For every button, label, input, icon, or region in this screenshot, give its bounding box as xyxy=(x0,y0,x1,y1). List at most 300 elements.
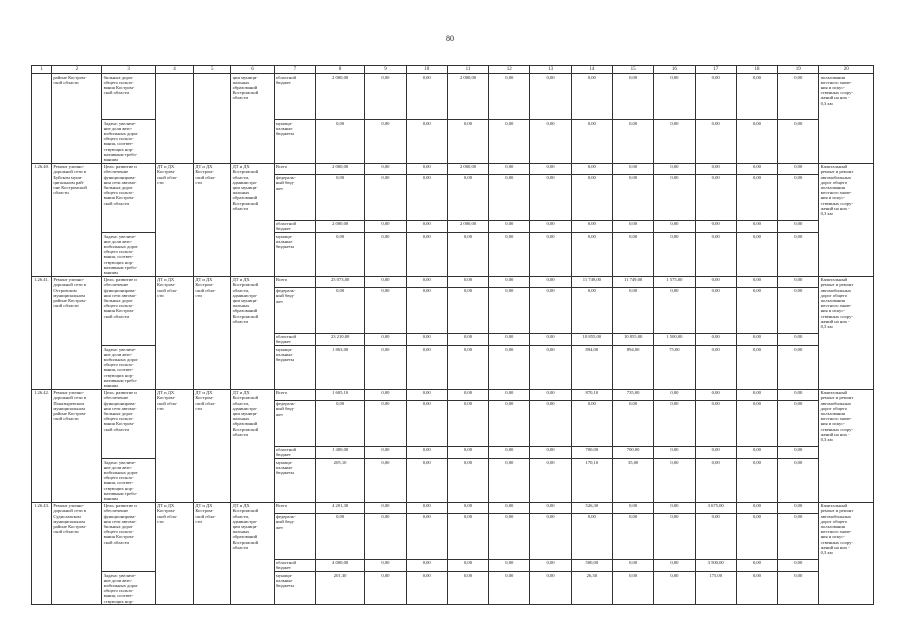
funding-value: 0,00 xyxy=(447,446,488,458)
funding-value: 0,00 xyxy=(365,220,406,232)
funding-value: 0,00 xyxy=(530,220,571,232)
table-row xyxy=(32,276,874,287)
funding-value: 2 000,00 xyxy=(315,74,364,120)
funding-value: 0,00 xyxy=(654,220,695,232)
funding-source: федераль- ный бюд- жет xyxy=(274,287,315,333)
funding-value: 700,00 xyxy=(571,446,612,458)
funding-value: 0,00 xyxy=(778,346,819,390)
item-number: 1.26.40. xyxy=(32,163,52,276)
funding-value: 526,30 xyxy=(571,502,612,513)
funding-value: 0,00 xyxy=(736,276,777,287)
funding-value: 11 749,00 xyxy=(571,276,612,287)
funding-value: 0,00 xyxy=(736,333,777,345)
co-executor xyxy=(194,74,231,164)
funding-value: 0,00 xyxy=(612,120,653,164)
item-number: 1.26.42. xyxy=(32,389,52,502)
funding-value: 4 000,00 xyxy=(315,559,364,571)
funding-value: 0,00 xyxy=(489,287,530,333)
funding-value: 0,00 xyxy=(654,513,695,559)
funding-value: 0,00 xyxy=(447,513,488,559)
expected-result: пользования местного значе- ния и искус- ственных соору- жений на них - 0,3 км xyxy=(819,74,874,164)
measure-name: Ремонт улично- дорожной сети в Буйском муни- ципальном рай- оне Костромской области xyxy=(52,163,102,276)
funding-value: 0,00 xyxy=(447,346,488,390)
funding-value: 0,00 xyxy=(612,233,653,277)
funds-recipient: ции муници- пальных образований Костромской области xyxy=(231,74,274,164)
funding-value: 0,00 xyxy=(612,502,653,513)
funding-value: 0,00 xyxy=(695,389,736,400)
funding-value: 0,00 xyxy=(406,502,447,513)
funding-source: муници- пальные бюджеты xyxy=(274,346,315,390)
funding-value: 0,00 xyxy=(778,459,819,503)
funding-value: 0,00 xyxy=(612,513,653,559)
funding-value: 0,00 xyxy=(530,74,571,120)
funding-value: 0,00 xyxy=(736,287,777,333)
funding-value: 0,00 xyxy=(315,400,364,446)
funding-source: областной бюджет xyxy=(274,220,315,232)
funding-source: Всего xyxy=(274,163,315,174)
funding-value: 0,00 xyxy=(447,287,488,333)
funding-value: 2 000,00 xyxy=(447,163,488,174)
funding-value: 2 000,00 xyxy=(447,220,488,232)
expected-result: Капитальный ремонт и ремонт автомобильных дорог общего пользования местного значе- ния и искус- ственных соору- жений на них - 0,3 км xyxy=(819,502,874,605)
funding-value: 0,00 xyxy=(778,333,819,345)
funding-value: 0,00 xyxy=(365,346,406,390)
column-number: 5 xyxy=(194,66,231,74)
measure-task: Задача: увеличе- ние доли авто- мобильных дорог общего пользо- вания, соответ- ствующих нор- мативным требо- ваниям xyxy=(102,346,155,390)
item-number: 1.26.43. xyxy=(32,502,52,605)
funding-value: 500,00 xyxy=(571,559,612,571)
funding-value: 205,10 xyxy=(315,459,364,503)
funding-value: 0,00 xyxy=(530,513,571,559)
funding-value: 0,00 xyxy=(654,163,695,174)
table-row xyxy=(32,74,874,120)
funding-value: 0,00 xyxy=(530,559,571,571)
funding-value: 0,00 xyxy=(654,400,695,446)
funding-value: 0,00 xyxy=(778,220,819,232)
funding-value: 4 201,30 xyxy=(315,502,364,513)
funding-value: 0,00 xyxy=(406,459,447,503)
funding-value: 0,00 xyxy=(489,333,530,345)
funding-value: 0,00 xyxy=(406,400,447,446)
funding-source: областной бюджет xyxy=(274,559,315,571)
funding-value: 0,00 xyxy=(489,572,530,605)
funding-value: 0,00 xyxy=(406,287,447,333)
funding-value: 170,10 xyxy=(571,459,612,503)
funding-source: муници- пальные бюджеты xyxy=(274,233,315,277)
funding-value: 0,00 xyxy=(736,233,777,277)
funding-value: 0,00 xyxy=(406,333,447,345)
funding-value: 0,00 xyxy=(695,287,736,333)
measure-goal: Цель: развитие и обеспечение функционирова- ния сети автомо- бильных дорог общего пользо- вания Костром- ской области xyxy=(102,389,155,458)
funding-value: 2 000,00 xyxy=(315,220,364,232)
funding-value: 735,00 xyxy=(612,389,653,400)
column-number: 7 xyxy=(274,66,315,74)
funding-value: 0,00 xyxy=(695,174,736,220)
funding-value: 0,00 xyxy=(571,220,612,232)
funding-value: 201,30 xyxy=(315,572,364,605)
funding-value: 0,00 xyxy=(406,446,447,458)
funding-value: 0,00 xyxy=(654,74,695,120)
funding-value: 0,00 xyxy=(612,287,653,333)
funding-value: 700,00 xyxy=(612,446,653,458)
funding-value: 26,30 xyxy=(571,572,612,605)
funding-value: 0,00 xyxy=(736,513,777,559)
responsible-executor xyxy=(155,74,193,164)
funding-value: 0,00 xyxy=(406,276,447,287)
measure-task: Задача: увеличе- ние доли авто- мобильных дорог общего пользо- вания, соответ- ствующих нор- xyxy=(102,572,155,605)
funding-value: 0,00 xyxy=(778,287,819,333)
funding-value: 0,00 xyxy=(612,174,653,220)
funding-value: 0,00 xyxy=(736,572,777,605)
funding-value: 11 749,00 xyxy=(612,276,653,287)
column-number: 12 xyxy=(489,66,530,74)
funding-value: 0,00 xyxy=(654,559,695,571)
measure-name: Ремонт улично- дорожной сети в Поназыревском муниципальном районе Костром- ской области xyxy=(52,389,102,502)
funding-value: 0,00 xyxy=(778,233,819,277)
funding-value: 0,00 xyxy=(571,233,612,277)
funding-value: 0,00 xyxy=(447,559,488,571)
column-number: 13 xyxy=(530,66,571,74)
funding-value: 0,00 xyxy=(489,389,530,400)
funding-value: 0,00 xyxy=(447,120,488,164)
item-number: 1.26.41. xyxy=(32,276,52,389)
column-number: 16 xyxy=(654,66,695,74)
funding-value: 0,00 xyxy=(612,163,653,174)
funding-value: 0,00 xyxy=(695,333,736,345)
funding-value: 0,00 xyxy=(530,174,571,220)
funding-value: 0,00 xyxy=(778,446,819,458)
funding-value: 0,00 xyxy=(365,559,406,571)
responsible-executor: ДТ и ДХ Костром- ской обла- сти xyxy=(155,163,193,276)
funding-value: 0,00 xyxy=(695,233,736,277)
funds-recipient: ДТ и ДХ Костромской области, администра- ции муници- пальных образований Костромской области xyxy=(231,389,274,502)
funding-value: 0,00 xyxy=(489,502,530,513)
funding-value: 0,00 xyxy=(571,120,612,164)
funding-value: 1 863,00 xyxy=(315,346,364,390)
funding-value: 25 073,00 xyxy=(315,276,364,287)
funding-value: 0,00 xyxy=(612,220,653,232)
funding-source: федераль- ный бюд- жет xyxy=(274,513,315,559)
column-number: 14 xyxy=(571,66,612,74)
funding-value: 0,00 xyxy=(695,74,736,120)
funding-source: областной бюджет xyxy=(274,446,315,458)
funding-value: 0,00 xyxy=(447,233,488,277)
funding-value: 0,00 xyxy=(654,389,695,400)
co-executor: ДТ и ДХ Костром- ской обла- сти xyxy=(194,502,231,605)
funding-value: 0,00 xyxy=(736,400,777,446)
funding-source: федераль- ный бюд- жет xyxy=(274,400,315,446)
funding-value: 0,00 xyxy=(315,174,364,220)
funding-value: 0,00 xyxy=(736,174,777,220)
table-row xyxy=(32,389,874,400)
funding-value: 0,00 xyxy=(571,400,612,446)
funding-value: 0,00 xyxy=(530,333,571,345)
funding-value: 0,00 xyxy=(489,74,530,120)
funding-value: 0,00 xyxy=(571,287,612,333)
funding-value: 0,00 xyxy=(571,74,612,120)
funding-value: 0,00 xyxy=(736,446,777,458)
funding-source: областной бюджет xyxy=(274,333,315,345)
funding-source: областной бюджет xyxy=(274,74,315,120)
funding-value: 0,00 xyxy=(736,163,777,174)
funding-value: 0,00 xyxy=(654,502,695,513)
measure-task: Задача: увеличе- ние доли авто- мобильных дорог общего пользо- вания, соответ- ствующих нор- мативным требо- ваниям xyxy=(102,120,155,164)
funding-value: 0,00 xyxy=(778,276,819,287)
funding-value: 870,10 xyxy=(571,389,612,400)
funding-value: 0,00 xyxy=(695,446,736,458)
funding-value: 0,00 xyxy=(654,287,695,333)
funding-value: 0,00 xyxy=(489,276,530,287)
funding-value: 0,00 xyxy=(406,559,447,571)
funding-value: 0,00 xyxy=(571,174,612,220)
column-number: 4 xyxy=(155,66,193,74)
funding-value: 0,00 xyxy=(447,174,488,220)
funding-value: 0,00 xyxy=(736,120,777,164)
funding-value: 0,00 xyxy=(489,233,530,277)
funding-value: 0,00 xyxy=(530,120,571,164)
column-number: 17 xyxy=(695,66,736,74)
funding-value: 0,00 xyxy=(489,400,530,446)
funding-value: 0,00 xyxy=(406,572,447,605)
column-number: 2 xyxy=(52,66,102,74)
co-executor: ДТ и ДХ Костром- ской обла- сти xyxy=(194,276,231,389)
measure-goal: Цель: развитие и обеспечение функционирова- ния сети автомо- бильных дорог общего пользо- вания Костром- ской области xyxy=(102,163,155,232)
funding-value: 0,00 xyxy=(365,400,406,446)
funding-value: 0,00 xyxy=(612,572,653,605)
funding-value: 0,00 xyxy=(447,502,488,513)
expected-result: Капитальный ремонт и ремонт автомобильных дорог общего пользования местного значе- ния и искус- ственных соору- жений на них - 0,3 км xyxy=(819,389,874,502)
funding-value: 0,00 xyxy=(365,513,406,559)
funding-value: 0,00 xyxy=(530,287,571,333)
funding-value: 2 000,00 xyxy=(447,74,488,120)
column-number: 9 xyxy=(365,66,406,74)
funding-value: 0,00 xyxy=(736,389,777,400)
measure-goal: Цель: развитие и обеспечение функционирова- ния сети автомо- бильных дорог общего пользо- вания Костром- ской области xyxy=(102,502,155,571)
funding-value: 0,00 xyxy=(406,513,447,559)
funding-value: 0,00 xyxy=(695,163,736,174)
funding-value: 3 675,00 xyxy=(695,502,736,513)
funding-value: 0,00 xyxy=(736,502,777,513)
funding-value: 0,00 xyxy=(365,174,406,220)
co-executor: ДТ и ДХ Костром- ской обла- сти xyxy=(194,389,231,502)
funding-value: 0,00 xyxy=(530,163,571,174)
funding-value: 0,00 xyxy=(778,389,819,400)
funding-value: 0,00 xyxy=(778,163,819,174)
funding-source: Всего xyxy=(274,502,315,513)
funding-value: 0,00 xyxy=(654,174,695,220)
responsible-executor: ДТ и ДХ Костром- ской обла- сти xyxy=(155,389,193,502)
funding-value: 0,00 xyxy=(736,559,777,571)
funding-value: 0,00 xyxy=(447,276,488,287)
funding-source: федераль- ный бюд- жет xyxy=(274,174,315,220)
measure-task: Задача: увеличе- ние доли авто- мобильных дорог общего пользо- вания, соответ- ствующих нор- мативным требо- ваниям xyxy=(102,233,155,277)
funding-value: 0,00 xyxy=(365,459,406,503)
measure-goal: Цель: развитие и обеспечение функционирова- ния сети автомо- бильных дорог общего пользо- вания Костром- ской области xyxy=(102,276,155,345)
column-number: 6 xyxy=(231,66,274,74)
column-number: 11 xyxy=(447,66,488,74)
funding-value: 0,00 xyxy=(315,233,364,277)
funding-value: 0,00 xyxy=(778,513,819,559)
measure-goal: бильных дорог общего пользо- вания Костром- ской области xyxy=(102,74,155,120)
funding-value: 0,00 xyxy=(736,220,777,232)
responsible-executor: ДТ и ДХ Костром- ской обла- сти xyxy=(155,276,193,389)
column-number: 3 xyxy=(102,66,155,74)
funding-value: 1 400,00 xyxy=(315,446,364,458)
column-number: 20 xyxy=(819,66,874,74)
funding-value: 0,00 xyxy=(695,400,736,446)
funding-value: 0,00 xyxy=(365,287,406,333)
measure-name: Ремонт улично- дорожной сети в Островском муниципальном районе Костром- ской области xyxy=(52,276,102,389)
expected-result: Капитальный ремонт и ремонт автомобильных дорог общего пользования местного значе- ния и искус- ственных соору- жений на них - 0,3 км xyxy=(819,276,874,389)
co-executor: ДТ и ДХ Костром- ской обла- сти xyxy=(194,163,231,276)
funding-source: Всего xyxy=(274,389,315,400)
funding-value: 894,00 xyxy=(612,346,653,390)
funding-value: 0,00 xyxy=(365,333,406,345)
funding-value: 0,00 xyxy=(778,559,819,571)
column-number: 1 xyxy=(32,66,52,74)
funding-value: 0,00 xyxy=(447,389,488,400)
funding-source: муници- пальные бюджеты xyxy=(274,572,315,605)
funding-value: 0,00 xyxy=(489,513,530,559)
funding-value: 0,00 xyxy=(365,276,406,287)
funding-value: 0,00 xyxy=(447,333,488,345)
column-number: 19 xyxy=(778,66,819,74)
page-number: 80 xyxy=(446,34,454,43)
measure-name: районе Костром- ской области xyxy=(52,74,102,164)
funding-value: 0,00 xyxy=(695,459,736,503)
funding-value: 0,00 xyxy=(447,572,488,605)
measure-name: Ремонт улично- дорожной сети в Судиславском муниципальном районе Костром- ской области xyxy=(52,502,102,605)
funding-value: 75,00 xyxy=(654,346,695,390)
funding-value: 0,00 xyxy=(736,459,777,503)
funding-value: 0,00 xyxy=(489,174,530,220)
funding-value: 0,00 xyxy=(612,74,653,120)
funding-value: 0,00 xyxy=(315,513,364,559)
funding-value: 0,00 xyxy=(406,74,447,120)
funding-source: Всего xyxy=(274,276,315,287)
funding-value: 1 575,00 xyxy=(654,276,695,287)
funding-value: 0,00 xyxy=(654,459,695,503)
funding-value: 3 500,00 xyxy=(695,559,736,571)
funding-value: 0,00 xyxy=(365,74,406,120)
funding-value: 0,00 xyxy=(778,174,819,220)
funding-value: 175,00 xyxy=(695,572,736,605)
funding-value: 0,00 xyxy=(530,502,571,513)
funding-value: 0,00 xyxy=(778,74,819,120)
funding-value: 1 605,10 xyxy=(315,389,364,400)
column-number: 15 xyxy=(612,66,653,74)
funding-value: 0,00 xyxy=(778,400,819,446)
funding-source: муници- пальные бюджеты xyxy=(274,459,315,503)
responsible-executor: ДТ и ДХ Костром- ской обла- сти xyxy=(155,502,193,605)
funding-source: муници- пальные бюджеты xyxy=(274,120,315,164)
funds-recipient: ДТ и ДХ Костромской области, администра- ции муници- пальных образований Костромской области xyxy=(231,502,274,605)
funding-value: 0,00 xyxy=(406,389,447,400)
funding-value: 0,00 xyxy=(315,287,364,333)
funding-value: 0,00 xyxy=(365,446,406,458)
funding-value: 0,00 xyxy=(406,174,447,220)
measure-task: Задача: увеличе- ние доли авто- мобильных дорог общего пользо- вания, соответ- ствующих нор- мативным требо- ваниям xyxy=(102,459,155,503)
funding-value: 0,00 xyxy=(654,446,695,458)
funding-value: 0,00 xyxy=(489,559,530,571)
funding-value: 0,00 xyxy=(778,572,819,605)
funding-value: 23 210,00 xyxy=(315,333,364,345)
column-number: 8 xyxy=(315,66,364,74)
funding-value: 0,00 xyxy=(365,120,406,164)
funding-value: 0,00 xyxy=(654,233,695,277)
funding-value: 0,00 xyxy=(489,346,530,390)
funding-value: 0,00 xyxy=(530,400,571,446)
funding-value: 0,00 xyxy=(736,346,777,390)
table-row xyxy=(32,502,874,513)
funding-value: 1 500,00 xyxy=(654,333,695,345)
funding-value: 0,00 xyxy=(406,163,447,174)
funding-value: 0,00 xyxy=(489,163,530,174)
table-row xyxy=(32,163,874,174)
funds-recipient: ДТ и ДХ Костромской области, администра- ции муници- пальных образований Костромской области xyxy=(231,163,274,276)
funding-value: 0,00 xyxy=(612,400,653,446)
funding-value: 0,00 xyxy=(695,513,736,559)
funding-value: 0,00 xyxy=(654,572,695,605)
funding-value: 0,00 xyxy=(530,572,571,605)
funding-value: 0,00 xyxy=(489,459,530,503)
funding-value: 0,00 xyxy=(315,120,364,164)
funding-value: 0,00 xyxy=(365,389,406,400)
item-number xyxy=(32,74,52,164)
funding-value: 0,00 xyxy=(365,572,406,605)
funding-value: 0,00 xyxy=(406,346,447,390)
funding-value: 10 855,00 xyxy=(612,333,653,345)
funding-value: 0,00 xyxy=(695,346,736,390)
funding-value: 0,00 xyxy=(489,220,530,232)
program-table xyxy=(31,65,874,605)
funding-value: 0,00 xyxy=(447,459,488,503)
funding-value: 0,00 xyxy=(778,120,819,164)
funding-value: 0,00 xyxy=(530,389,571,400)
funding-value: 0,00 xyxy=(530,459,571,503)
column-number: 18 xyxy=(736,66,777,74)
funding-value: 0,00 xyxy=(736,74,777,120)
expected-result: Капитальный ремонт и ремонт автомобильных дорог общего пользования местного значе- ния и искус- ственных соору- жений на них - 0,3 км xyxy=(819,163,874,276)
funding-value: 35,00 xyxy=(612,459,653,503)
funding-value: 0,00 xyxy=(530,233,571,277)
funds-recipient: ДТ и ДХ Костромской области, администра- ции муници- пальных образований Костромской области xyxy=(231,276,274,389)
funding-value: 0,00 xyxy=(530,346,571,390)
funding-value: 0,00 xyxy=(489,446,530,458)
funding-value: 0,00 xyxy=(365,163,406,174)
table-body xyxy=(32,66,874,605)
funding-value: 894,00 xyxy=(571,346,612,390)
funding-value: 0,00 xyxy=(406,120,447,164)
funding-value: 0,00 xyxy=(365,233,406,277)
funding-value: 0,00 xyxy=(365,502,406,513)
funding-value: 2 000,00 xyxy=(315,163,364,174)
funding-value: 0,00 xyxy=(695,220,736,232)
funding-value: 0,00 xyxy=(654,120,695,164)
funding-value: 0,00 xyxy=(530,446,571,458)
column-number: 10 xyxy=(406,66,447,74)
funding-value: 10 855,00 xyxy=(571,333,612,345)
funding-value: 0,00 xyxy=(612,559,653,571)
funding-value: 0,00 xyxy=(571,513,612,559)
funding-value: 0,00 xyxy=(489,120,530,164)
funding-value: 0,00 xyxy=(406,220,447,232)
funding-value: 0,00 xyxy=(447,400,488,446)
funding-value: 0,00 xyxy=(530,276,571,287)
funding-value: 0,00 xyxy=(778,502,819,513)
funding-value: 0,00 xyxy=(695,120,736,164)
column-number-row xyxy=(32,66,874,74)
